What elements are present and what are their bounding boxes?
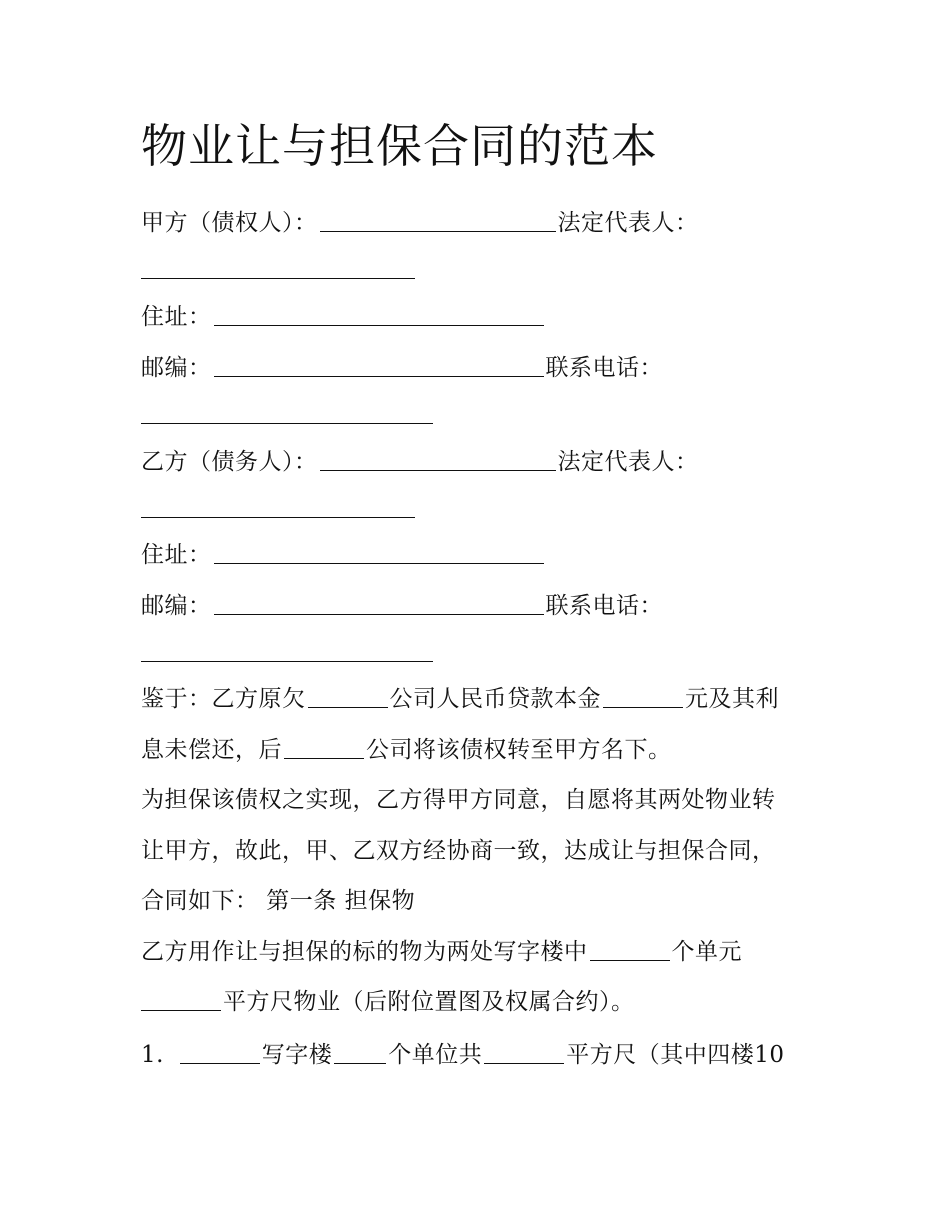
- total-area-blank[interactable]: [484, 1041, 564, 1064]
- article1-item-1: [141, 1039, 785, 1071]
- party-b-rep-blank[interactable]: [141, 495, 415, 518]
- party-a-phone-blank[interactable]: [141, 401, 433, 424]
- party-b-line: [141, 446, 699, 478]
- article-text: 写字楼: [261, 1042, 333, 1068]
- party-b-rep-label: 法定代表人：: [557, 449, 699, 475]
- party-a-postcode-label: 邮编：: [141, 355, 212, 381]
- party-a-address-line: [141, 301, 546, 333]
- recital-line-2: [141, 734, 672, 766]
- document-title: 物业让与担保合同的范本: [141, 119, 658, 173]
- party-b-phone-line: [141, 637, 435, 669]
- party-a-rep-line: [141, 254, 417, 286]
- recital-line-4: 让甲方，故此，甲、乙双方经协商一致，达成让与担保合同，: [141, 838, 776, 864]
- unit-count-blank[interactable]: [590, 938, 670, 961]
- party-a-postcode-blank[interactable]: [214, 354, 544, 377]
- party-a-rep-label: 法定代表人：: [557, 210, 699, 236]
- party-b-label: 乙方（债务人）：: [141, 449, 318, 475]
- recital-line-1: [141, 683, 779, 715]
- party-b-address-label: 住址：: [141, 542, 212, 568]
- party-a-address-blank[interactable]: [214, 303, 544, 326]
- article1-line-1: [141, 936, 742, 968]
- party-a-phone-label: 联系电话：: [545, 355, 663, 381]
- party-b-name-blank[interactable]: [320, 448, 556, 471]
- party-a-address-label: 住址：: [141, 304, 212, 330]
- party-b-postcode-label: 邮编：: [141, 593, 212, 619]
- article-text: 平方尺（其中四楼10: [566, 1042, 785, 1068]
- recital-text: 元及其利: [685, 686, 779, 712]
- area-blank[interactable]: [141, 988, 221, 1011]
- article-text: 个单位共: [388, 1042, 483, 1068]
- recital-text: 公司将该债权转至甲方名下。: [366, 737, 672, 763]
- party-b-postcode-line: [141, 590, 663, 622]
- recital-line-5: 合同如下： 第一条 担保物: [141, 888, 416, 914]
- party-b-phone-blank[interactable]: [141, 639, 433, 662]
- party-a-phone-line: [141, 399, 435, 431]
- article-text: 乙方用作让与担保的标的物为两处写字楼中: [141, 939, 588, 965]
- party-a-postcode-line: [141, 352, 663, 384]
- party-b-postcode-blank[interactable]: [214, 592, 544, 615]
- party-a-label: 甲方（债权人）：: [141, 210, 318, 236]
- list-number: 1.: [141, 1042, 164, 1068]
- recital-text: 息未偿还，后: [141, 737, 282, 763]
- transferring-company-blank[interactable]: [284, 736, 364, 759]
- recital-line-3: 为担保该债权之实现，乙方得甲方同意，自愿将其两处物业转: [141, 787, 776, 813]
- article1-line-2: [141, 986, 635, 1018]
- party-a-rep-blank[interactable]: [141, 256, 415, 279]
- loan-principal-blank[interactable]: [603, 685, 683, 708]
- party-a-name-blank[interactable]: [320, 209, 556, 232]
- recital-text: 鉴于：乙方原欠: [141, 686, 306, 712]
- original-lender-blank[interactable]: [308, 685, 388, 708]
- unit-number-blank[interactable]: [334, 1041, 386, 1064]
- article-text: 平方尺物业（后附位置图及权属合约）。: [223, 989, 635, 1015]
- building-name-blank[interactable]: [180, 1041, 260, 1064]
- party-b-address-blank[interactable]: [214, 541, 544, 564]
- party-a-line: [141, 207, 699, 239]
- party-b-address-line: [141, 539, 546, 571]
- recital-text: 公司人民币贷款本金: [389, 686, 601, 712]
- party-b-phone-label: 联系电话：: [545, 593, 663, 619]
- party-b-rep-line: [141, 493, 417, 525]
- article-text: 个单元: [671, 939, 742, 965]
